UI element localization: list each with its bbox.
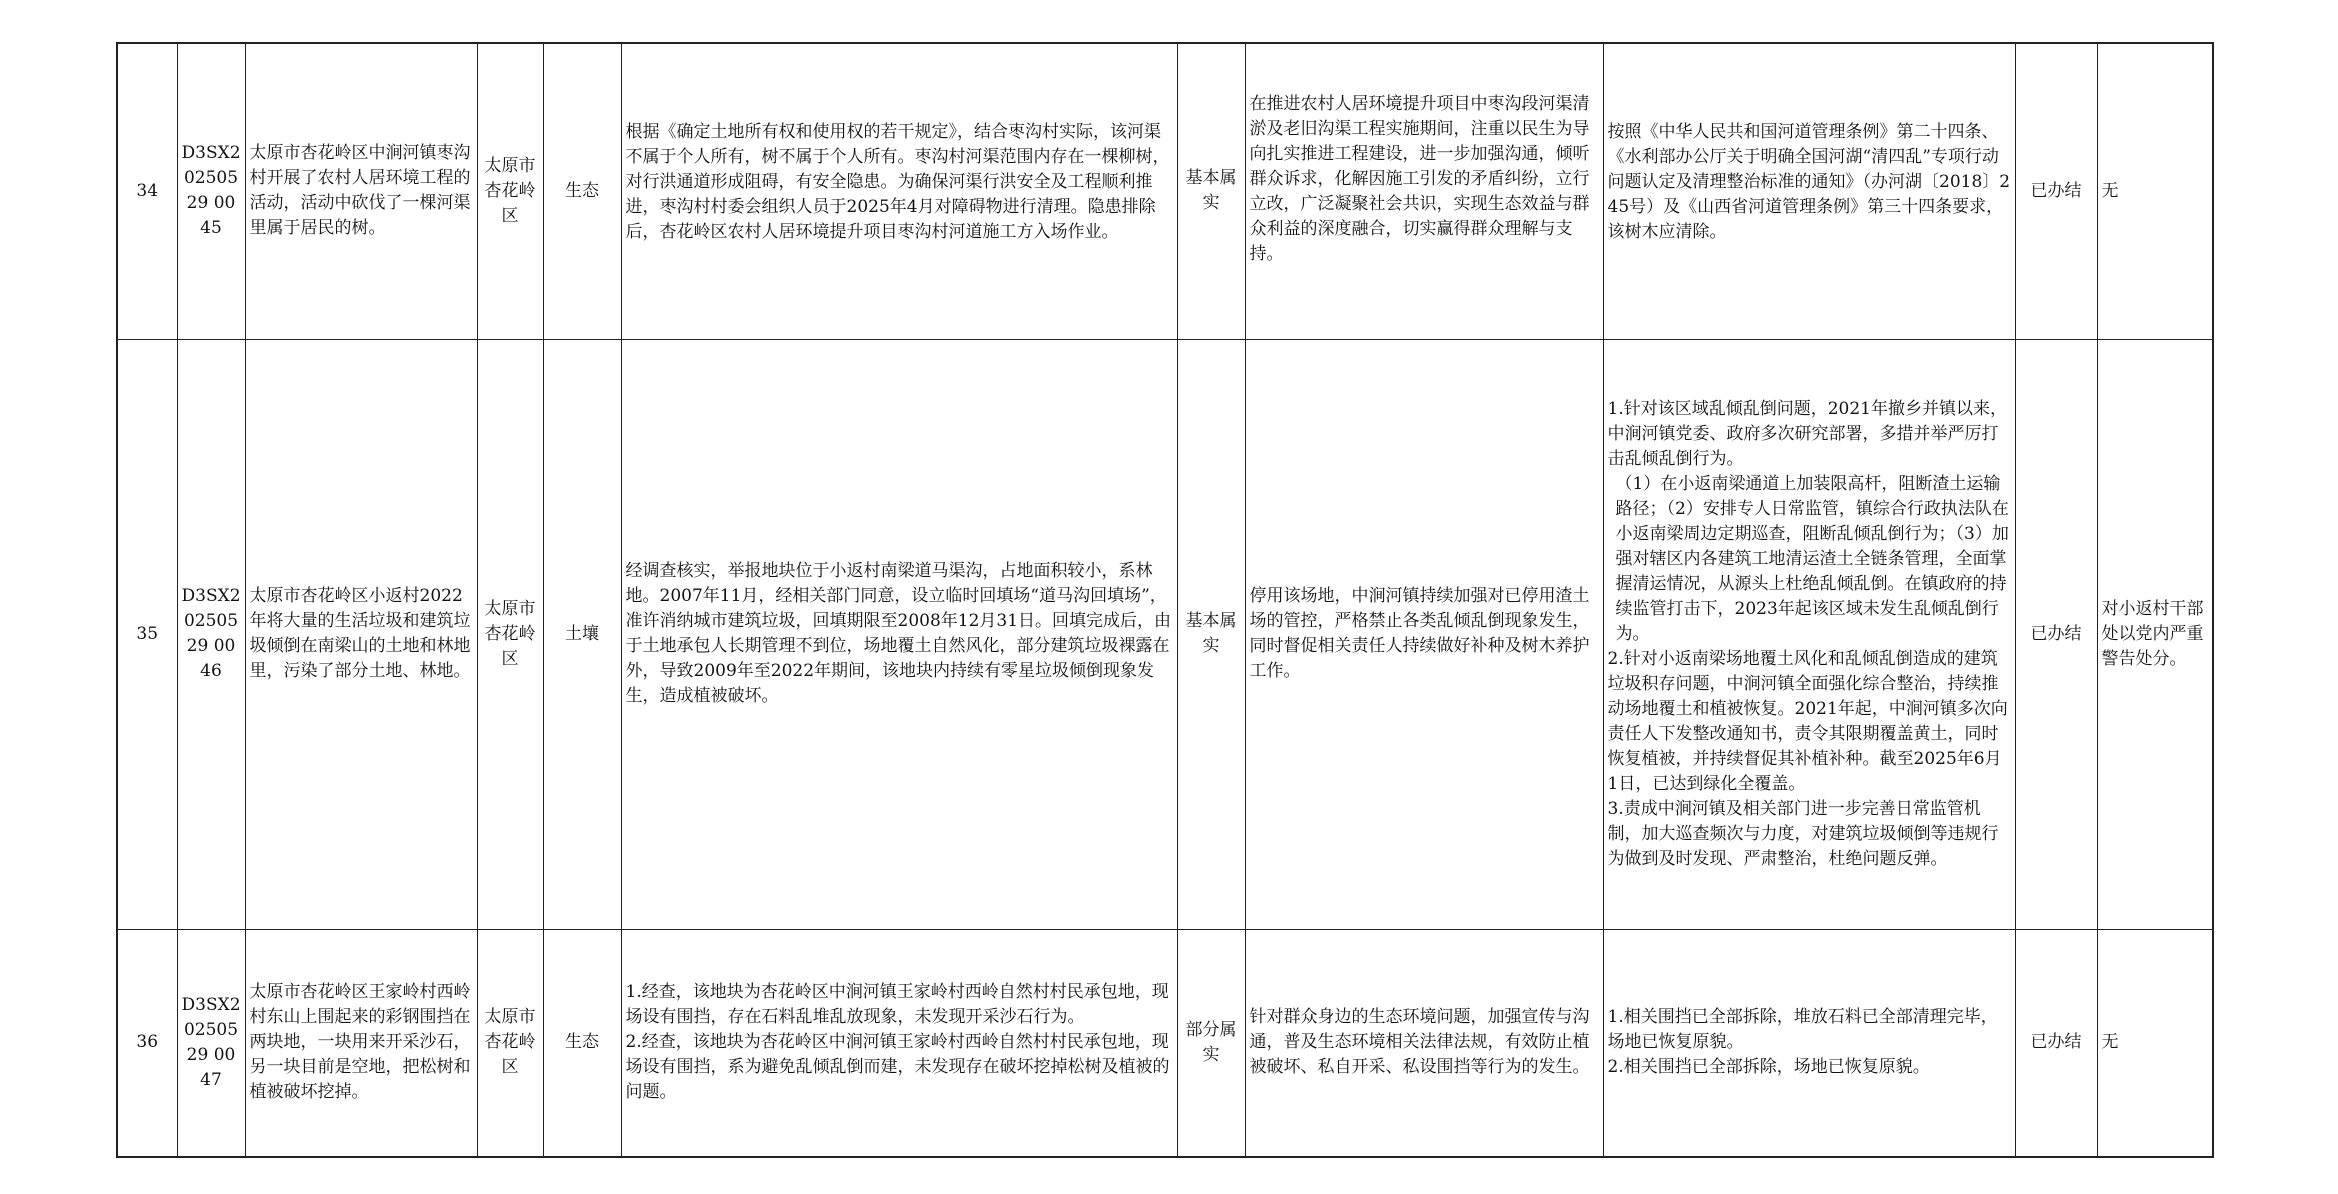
case-code: D3SX20250529 0047: [177, 929, 245, 1157]
pollution-type: 土壤: [543, 339, 621, 929]
result-paragraph: 2.相关围挡已全部拆除，场地已恢复原貌。: [1607, 1057, 1930, 1078]
verdict: 基本属实: [1177, 43, 1245, 339]
rectification-measures: [1245, 43, 1603, 339]
investigation-findings: [621, 929, 1177, 1157]
table-row: [117, 929, 2213, 1157]
table-row: [117, 339, 2213, 929]
accountability: 对小返村干部处以党内严重警告处分。: [2097, 339, 2213, 929]
accountability: 无: [2097, 929, 2213, 1157]
investigation-paragraph: 根据《确定土地所有权和使用权的若干规定》，结合枣沟村实际，该河渠不属于个人所有，树不属于个人所有。枣沟村河渠范围内存在一棵柳树，对行洪通道形成阻碍，有安全隐患。为确保河渠行洪安全及工程顺利推进，枣沟村村委会组织人员于2025年4月对障碍物进行清理。隐患排除后，杏花岭区农村人居环境提升项目枣沟村河道施工方入场作业。: [625, 122, 1170, 242]
verdict: 部分属实: [1177, 929, 1245, 1157]
case-number: 35: [117, 339, 177, 929]
case-number: 34: [117, 43, 177, 339]
region: 太原市杏花岭区: [477, 43, 543, 339]
result-paragraph: 3.责成中涧河镇及相关部门进一步完善日常监管机制，加大巡查频次与力度，对建筑垃圾倾倒等违规行为做到及时发现、严肃整治，杜绝问题反弹。: [1607, 798, 1999, 869]
investigation-paragraph: 1.经查，该地块为杏花岭区中涧河镇王家岭村西岭自然村村民承包地，现场设有围挡，存在石料乱堆乱放现象，未发现开采沙石行为。: [625, 982, 1169, 1028]
case-table: [116, 42, 2214, 1158]
case-status: 已办结: [2015, 929, 2097, 1157]
handling-result: [1603, 43, 2015, 339]
result-paragraph: 1.针对该区域乱倾乱倒问题，2021年撤乡并镇以来，中涧河镇党委、政府多次研究部署，多措并举严厉打击乱倾乱倒行为。: [1607, 398, 2007, 469]
investigation-paragraph: 2.经查，该地块为杏花岭区中涧河镇王家岭村西岭自然村村民承包地，现场设有围挡，系为避免乱倾乱倒而建，未发现存在破坏挖掉松树及植被的问题。: [625, 1032, 1170, 1103]
pollution-type: 生态: [543, 43, 621, 339]
case-status: 已办结: [2015, 43, 2097, 339]
result-paragraph: 1.相关围挡已全部拆除，堆放石料已全部清理完毕，场地已恢复原貌。: [1607, 1007, 1998, 1053]
result-paragraph: 按照《中华人民共和国河道管理条例》第二十四条、《水利部办公厅关于明确全国河湖“清四乱”专项行动问题认定及清理整治标准的通知》（办河湖〔2018〕245号）及《山西省河道管理条例》第三十四条要求，该树木应清除。: [1607, 122, 2011, 242]
measures-paragraph: 停用该场地，中涧河镇持续加强对已停用渣土场的管控，严格禁止各类乱倾乱倒现象发生，同时督促相关责任人持续做好补种及树木养护工作。: [1249, 586, 1590, 681]
accountability: 无: [2097, 43, 2213, 339]
rectification-measures: [1245, 929, 1603, 1157]
investigation-findings: [621, 43, 1177, 339]
handling-result: [1603, 929, 2015, 1157]
verdict: 基本属实: [1177, 339, 1245, 929]
investigation-findings: [621, 339, 1177, 929]
result-paragraph: 2.针对小返南梁场地覆土风化和乱倾乱倒造成的建筑垃圾积存问题，中涧河镇全面强化综合整治，持续推动场地覆土和植被恢复。2021年起，中涧河镇多次向责任人下发整改通知书，责令其限期覆盖黄土，同时恢复植被，并持续督促其补植补种。截至2025年6月1日，已达到绿化全覆盖。: [1607, 648, 2008, 794]
case-code: D3SX20250529 0045: [177, 43, 245, 339]
case-code: D3SX20250529 0046: [177, 339, 245, 929]
handling-result: [1603, 339, 2015, 929]
rectification-measures: [1245, 339, 1603, 929]
result-paragraph: （1）在小返南梁通道上加装限高杆，阻断渣土运输路径；（2）安排专人日常监管，镇综合行政执法队在小返南梁周边定期巡查，阻断乱倾乱倒行为；（3）加强对辖区内各建筑工地清运渣土全链条管理，全面掌握清运情况，从源头上杜绝乱倾乱倒。在镇政府的持续监管打击下，2023年起该区域未发生乱倾乱倒行为。: [1615, 473, 2009, 644]
case-status: 已办结: [2015, 339, 2097, 929]
complaint-content: 太原市杏花岭区王家岭村西岭村东山上围起来的彩钢围挡在两块地，一块用来开采沙石，另一块目前是空地，把松树和植被破坏挖掉。: [245, 929, 477, 1157]
table-row: [117, 43, 2213, 339]
pollution-type: 生态: [543, 929, 621, 1157]
investigation-paragraph: 经调查核实，举报地块位于小返村南梁道马渠沟，占地面积较小，系林地。2007年11月，经相关部门同意，设立临时回填场“道马沟回填场”，准许消纳城市建筑垃圾，回填期限至2008年12月31日。回填完成后，由于土地承包人长期管理不到位，场地覆土自然风化，部分建筑垃圾裸露在外，导致2009年至2022年期间，该地块内持续有零星垃圾倾倒现象发生，造成植被破坏。: [625, 561, 1172, 706]
complaint-content: 太原市杏花岭区中涧河镇枣沟村开展了农村人居环境工程的活动，活动中砍伐了一棵河渠里属于居民的树。: [245, 43, 477, 339]
measures-paragraph: 针对群众身边的生态环境问题，加强宣传与沟通，普及生态环境相关法律法规，有效防止植被破坏、私自开采、私设围挡等行为的发生。: [1249, 1007, 1590, 1078]
case-number: 36: [117, 929, 177, 1157]
complaint-content: 太原市杏花岭区小返村2022年将大量的生活垃圾和建筑垃圾倾倒在南梁山的土地和林地里，污染了部分土地、林地。: [245, 339, 477, 929]
region: 太原市杏花岭区: [477, 339, 543, 929]
measures-paragraph: 在推进农村人居环境提升项目中枣沟段河渠清淤及老旧沟渠工程实施期间，注重以民生为导向扎实推进工程建设，进一步加强沟通，倾听群众诉求，化解因施工引发的矛盾纠纷，立行立改，广泛凝聚社会共识，实现生态效益与群众利益的深度融合，切实赢得群众理解与支持。: [1249, 94, 1590, 264]
region: 太原市杏花岭区: [477, 929, 543, 1157]
